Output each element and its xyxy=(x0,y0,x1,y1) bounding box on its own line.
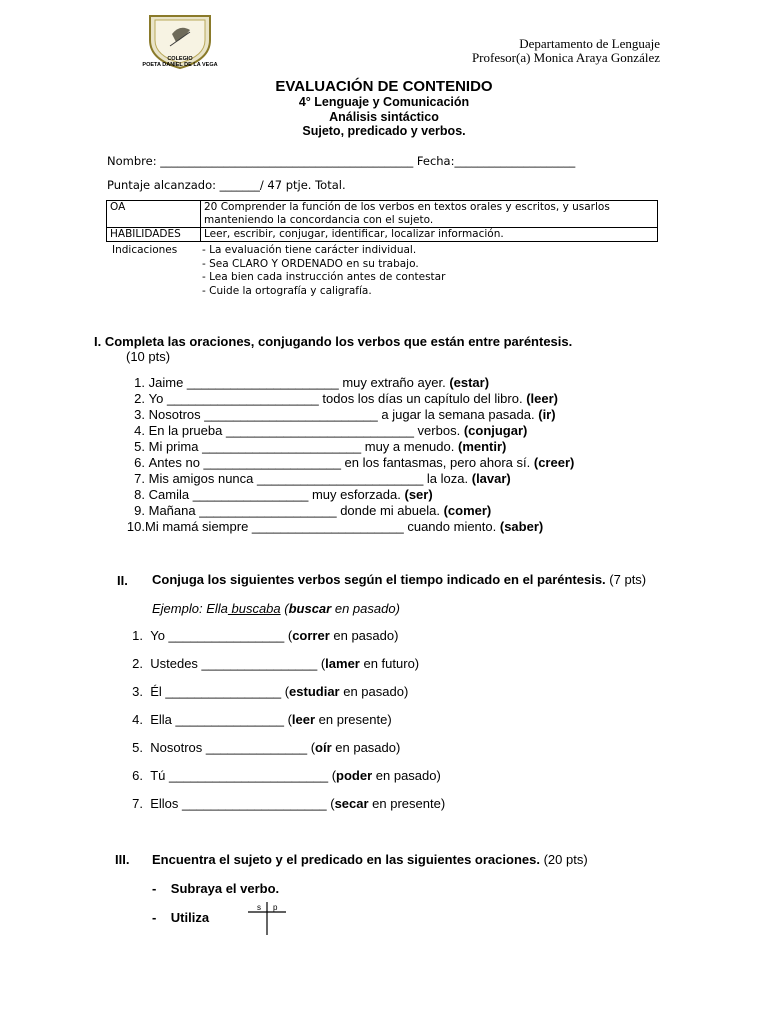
list-item[interactable] xyxy=(124,628,445,656)
section3-title-text: Encuentra el sujeto y el predicado en las siguientes oraciones. xyxy=(152,852,540,867)
item-text xyxy=(145,407,556,423)
list-item[interactable] xyxy=(124,796,445,824)
objectives-table xyxy=(106,200,658,242)
list-item[interactable] xyxy=(118,375,574,391)
skills-value: Leer, escribir, conjugar, identificar, localizar información. xyxy=(201,228,658,242)
diagram-subject-label: s xyxy=(257,903,261,912)
list-item[interactable] xyxy=(118,519,574,535)
item-verb: estudiar xyxy=(289,684,340,699)
item-text xyxy=(145,455,574,471)
school-name-line1: COLEGIO xyxy=(167,56,193,62)
instruction-use: - Utiliza xyxy=(152,910,210,925)
item-number: 2. xyxy=(134,391,145,406)
list-item[interactable] xyxy=(118,471,574,487)
item-verb: lamer xyxy=(325,656,360,671)
item-verb: oír xyxy=(315,740,332,755)
list-item[interactable] xyxy=(124,656,445,684)
item-text xyxy=(145,487,433,503)
item-text xyxy=(143,796,445,824)
item-text-body: Yo ________________ ( xyxy=(150,628,293,643)
item-tense: en futuro) xyxy=(359,656,420,671)
oa-label: OA xyxy=(107,201,201,228)
item-number: 3. xyxy=(134,407,145,422)
item-text-body: Ellos ____________________ ( xyxy=(150,796,335,811)
item-verb: poder xyxy=(336,768,373,783)
list-item[interactable] xyxy=(118,503,574,519)
list-item[interactable] xyxy=(124,712,445,740)
item-text xyxy=(145,375,489,391)
item-verb: (mentir) xyxy=(457,439,507,454)
item-number: 1. xyxy=(132,628,143,643)
item-number: 6. xyxy=(132,768,143,783)
item-text-body: Yo _____________________ todos los días un capítulo del libro. xyxy=(148,391,523,406)
item-text xyxy=(145,439,506,455)
item-verb: (conjugar) xyxy=(463,423,528,438)
diagram-predicate-label: p xyxy=(273,903,278,912)
item-text xyxy=(145,471,511,487)
item-verb: (ser) xyxy=(404,487,433,502)
item-text xyxy=(145,519,543,535)
item-number: 2. xyxy=(132,656,143,671)
item-text xyxy=(145,391,558,407)
item-number: 5. xyxy=(132,740,143,755)
section3-points: (20 pts) xyxy=(543,852,588,867)
school-name-line2: POETA DANIEL DE LA VEGA xyxy=(142,62,218,68)
item-text xyxy=(143,656,419,684)
item-verb: (estar) xyxy=(449,375,490,390)
item-number: 4. xyxy=(132,712,143,727)
item-text xyxy=(143,740,400,768)
item-number: 7. xyxy=(132,796,143,811)
item-number: 4. xyxy=(134,423,145,438)
department-name: Departamento de Lenguaje xyxy=(519,36,660,51)
item-text-body: Ustedes ________________ ( xyxy=(150,656,326,671)
item-verb: (lavar) xyxy=(471,471,511,486)
section1-title: I. Completa las oraciones, conjugando los verbos que están entre paréntesis. xyxy=(94,334,573,349)
list-item[interactable] xyxy=(124,684,445,712)
item-verb: secar xyxy=(334,796,369,811)
item-text xyxy=(143,628,398,656)
list-item: - La evaluación tiene carácter individual. xyxy=(202,244,417,256)
item-text-body: Nosotros ______________ ( xyxy=(150,740,316,755)
list-item[interactable] xyxy=(118,439,574,455)
list-item[interactable] xyxy=(118,487,574,503)
list-item: - Lea bien cada instrucción antes de contestar xyxy=(202,271,446,283)
table-row xyxy=(107,201,658,228)
list-item: - Cuide la ortografía y caligrafía. xyxy=(202,284,372,297)
item-text-body: Él ________________ ( xyxy=(150,684,290,699)
item-verb: correr xyxy=(292,628,330,643)
item-tense: en presente) xyxy=(368,796,446,811)
item-text-body: Mi mamá siempre _____________________ cuando miento. xyxy=(145,519,497,534)
score-field[interactable]: Puntaje alcanzado: _______/ 47 ptje. Total. xyxy=(107,178,346,192)
item-verb: (creer) xyxy=(533,455,575,470)
item-text xyxy=(145,423,527,439)
indications-list xyxy=(202,244,445,298)
item-text-body: Mañana ___________________ donde mi abuela. xyxy=(148,503,440,518)
item-text xyxy=(143,768,441,796)
list-item[interactable] xyxy=(124,740,445,768)
item-tense: en pasado) xyxy=(339,684,409,699)
skills-label: HABILIDADES xyxy=(107,228,201,242)
item-verb: (ir) xyxy=(538,407,556,422)
item-text-body: En la prueba __________________________ verbos. xyxy=(148,423,461,438)
example-prefix: Ejemplo: Ella xyxy=(152,601,228,616)
section2-title xyxy=(152,573,660,587)
item-text-body: Ella _______________ ( xyxy=(150,712,292,727)
page-title: EVALUACIÓN DE CONTENIDO xyxy=(275,78,493,95)
item-tense: en pasado) xyxy=(331,740,401,755)
item-number: 8. xyxy=(134,487,145,502)
table-row xyxy=(107,228,658,242)
teacher-name: Profesor(a) Monica Araya González xyxy=(471,50,660,65)
example-suffix: en pasado) xyxy=(331,601,400,616)
item-text-body: Nosotros ________________________ a jugar la semana pasada. xyxy=(148,407,535,422)
item-verb: (leer) xyxy=(526,391,558,406)
section2-points: (7 pts) xyxy=(609,572,647,587)
list-item[interactable] xyxy=(118,423,574,439)
example-open: ( xyxy=(280,601,289,616)
item-number: 3. xyxy=(132,684,143,699)
item-number: 9. xyxy=(134,503,145,518)
item-text xyxy=(143,684,408,712)
item-tense: en presente) xyxy=(315,712,392,727)
item-tense: en pasado) xyxy=(372,768,441,783)
list-item[interactable] xyxy=(118,455,574,471)
item-number: 7. xyxy=(134,471,145,486)
example-answer: buscaba xyxy=(227,601,281,616)
item-text-body: Camila ________________ muy esforzada. xyxy=(148,487,401,502)
section3-numeral: III. xyxy=(115,852,130,867)
indications-label: Indicaciones xyxy=(112,244,178,256)
name-date-field[interactable]: Nombre: ____________________________________________ Fecha:_____________________ xyxy=(107,154,576,168)
example-verb: buscar xyxy=(288,601,332,616)
section2-numeral: II. xyxy=(117,573,128,588)
oa-value: 20 Comprender la función de los verbos en textos orales y escritos, y usarlos manteniendo la concordancia con el sujeto. xyxy=(201,201,658,228)
list-item[interactable] xyxy=(118,407,574,423)
list-item[interactable] xyxy=(124,768,445,796)
section2-title-text: Conjuga los siguientes verbos según el tiempo indicado en el paréntesis. xyxy=(152,572,606,587)
item-verb: (comer) xyxy=(443,503,492,518)
subtopic-title: Sujeto, predicado y verbos. xyxy=(302,124,466,138)
item-number: 1. xyxy=(134,375,145,390)
instruction-underline-verb: - Subraya el verbo. xyxy=(152,881,280,896)
item-text xyxy=(145,503,491,519)
item-number: 6. xyxy=(134,455,145,470)
section2-list xyxy=(124,628,445,824)
item-text-body: Antes no ___________________ en los fantasmas, pero ahora sí. xyxy=(148,455,531,470)
item-tense: en pasado) xyxy=(329,628,399,643)
item-text-body: Mis amigos nunca _______________________ la loza. xyxy=(148,471,469,486)
item-text-body: Mi prima ______________________ muy a menudo. xyxy=(148,439,455,454)
item-number: 10. xyxy=(126,519,145,534)
school-name xyxy=(124,56,236,68)
section3-title xyxy=(152,852,588,867)
item-verb: leer xyxy=(291,712,316,727)
section1-points: (10 pts) xyxy=(126,349,171,364)
list-item[interactable] xyxy=(118,391,574,407)
item-verb: (saber) xyxy=(499,519,544,534)
subject-predicate-diagram xyxy=(246,900,288,936)
topic-title: Análisis sintáctico xyxy=(329,110,439,124)
list-item: - Sea CLARO Y ORDENADO en su trabajo. xyxy=(202,257,419,270)
subject-title: 4° Lenguaje y Comunicación xyxy=(298,95,470,109)
section1-list xyxy=(118,375,574,535)
item-number: 5. xyxy=(134,439,145,454)
section2-example xyxy=(152,601,400,616)
item-text xyxy=(143,712,392,740)
item-text-body: Jaime _____________________ muy extraño ayer. xyxy=(148,375,446,390)
item-text-body: Tú ______________________ ( xyxy=(150,768,337,783)
